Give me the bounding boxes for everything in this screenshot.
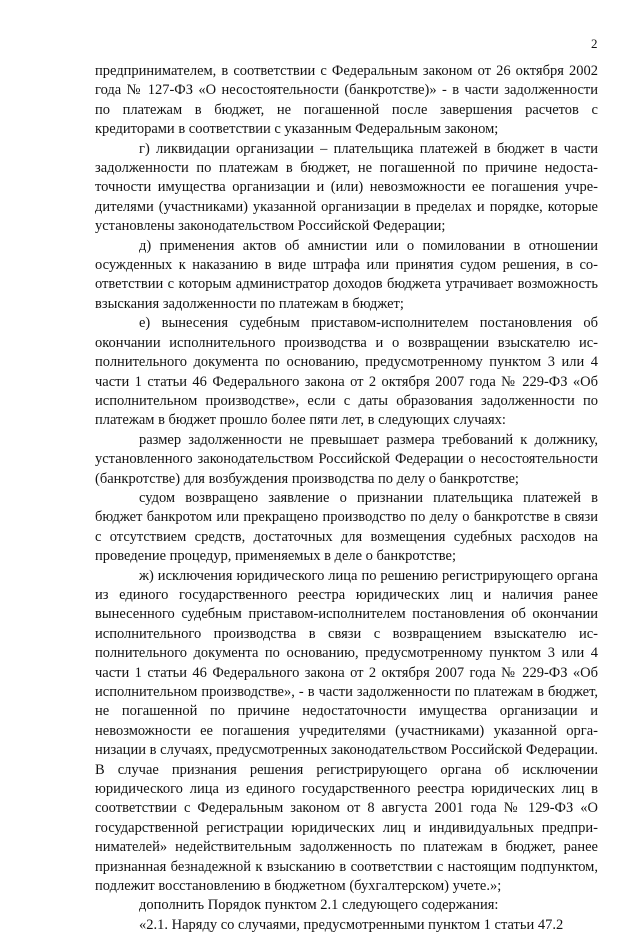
paragraph-continuation: предпринимателем, в соответствии с Федеральным законом от 26 октября 2002 года № 127-ФЗ «О несостоятельности (банкротстве)» - в части задолженности по платежам в бюджет, не погашенной после завершения расчетов с кредиторами в соответствии с указанным Федеральным законом; [95,63,598,138]
paragraph-amend-intro: дополнить Порядок пунктом 2.1 следующего содержания: [139,897,499,914]
paragraph-item-g: г) ликвидации организации – плательщика платежей в бюджет в части задолженности по платежам в бюджет, не погашенной по причине недостаточности имущества организации и (или) невозможности ее погашения учредителями (участниками) указанной организации в пределах и порядке, которые установлены законодательством Российской Федерации; [95,140,598,235]
page-number: 2 [591,36,598,51]
paragraph-case-1: размер задолженности не превышает размера требований к должнику, установленного законодательством Российской Федерации о несостоятельности (банкротстве) для возбуждения производства по делу о банкротстве; [95,431,598,487]
paragraph-clause-2-1: «2.1. Наряду со случаями, предусмотренными пунктом 1 статьи 47.2 [139,916,564,933]
document-body [95,62,598,935]
paragraph-case-2: судом возвращено заявление о признании плательщика платежей в бюджет банкротом или прекращено производство по делу о банкротстве в связи с отсутствием средств, достаточных для возмещения судебных расходов на проведение процедур, применяемых в деле о банкротстве; [95,489,598,565]
paragraph-item-d: д) применения актов об амнистии или о помиловании в отношении осужденных к наказанию в виде штрафа или принятия судом решения, в соответствии с которым администратор доходов бюджета утрачивает возможность взыскания задолженности по платежам в бюджет; [95,237,598,312]
paragraph-item-e: е) вынесения судебным приставом-исполнителем постановления об окончании исполнительного производства и о возвращении взыскателю исполнительного документа по основанию, предусмотренному пунктом 3 или 4 части 1 статьи 46 Федерального закона от 2 октября 2007 года № 229-ФЗ «Об исполнительном производстве», если с даты образования задолженности по платежам в бюджет прошло более пяти лет, в следующих случаях: [95,315,598,429]
paragraph-item-zh: ж) исключения юридического лица по решению регистрирующего органа из единого государственного реестра юридических лиц и наличия ранее вынесенного судебным приставом-исполнителем постановления об окончании исполнительного производства в связи с возвращением взыскателю исполнительного документа по основанию, предусмотренному пунктом 3 или 4 части 1 статьи 46 Федерального закона от 2 октября 2007 года № 229-ФЗ «Об исполнительном производстве», - в части задолженности по платежам в бюджет, не погашенной по причине недостаточности имущества организации и невозможности ее погашения учредителями (участниками) указанной организации в случаях, предусмотренных законодательством Российской Федерации. В случае признания решения регистрирующего органа об исключении юридического лица из единого государственного реестра юридических лиц в соответствии с Федеральным законом от 8 августа 2001 года № 129-ФЗ «О государственной регистрации юридических лиц и индивидуальных предпринимателей» недействительным задолженность по платежам в бюджет, ранее признанная безнадежной к взысканию в соответствии с настоящим подпунктом, подлежит восстановлению в бюджетном (бухгалтерском) учете.»; [95,567,598,895]
